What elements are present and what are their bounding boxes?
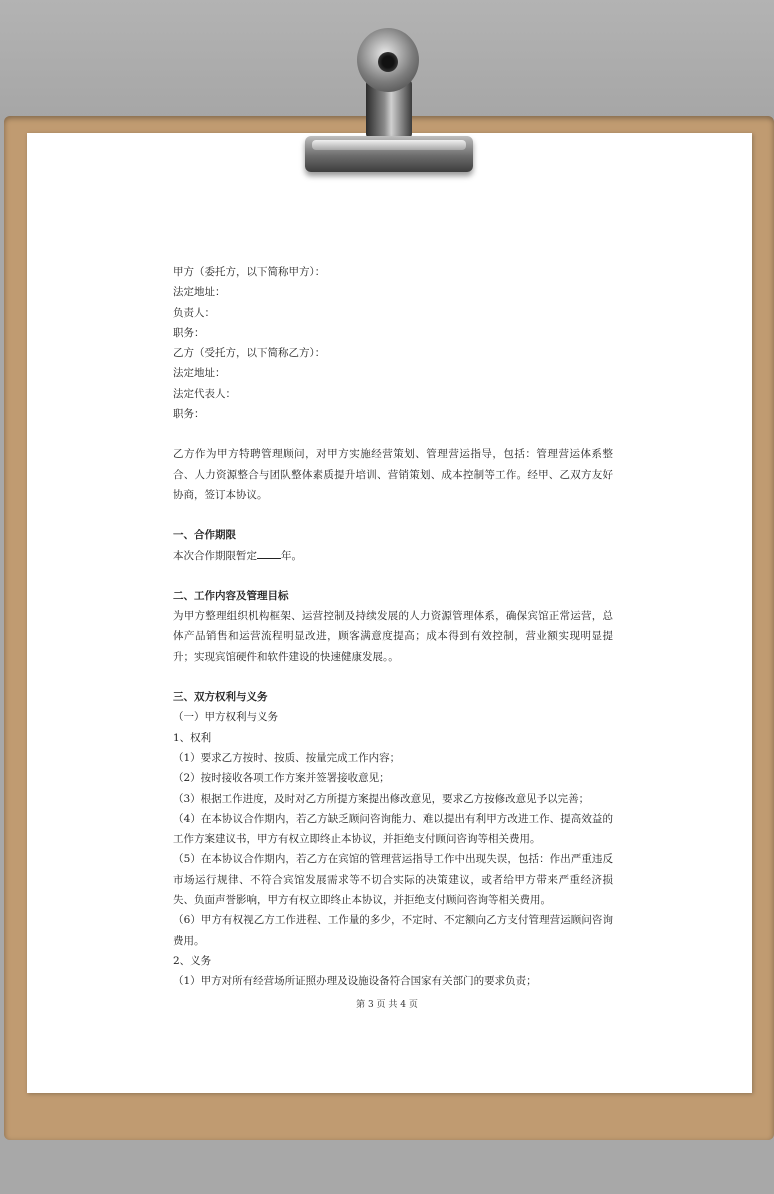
intro-paragraph: 乙方作为甲方特聘管理顾问，对甲方实施经营策划、管理营运指导，包括：管理营运体系整合、人力资源整合与团队整体素质提升培训、营销策划、成本控制等工作。经甲、乙双方友好协商，签订本协议。 xyxy=(173,448,613,501)
rights-item: （4）在本协议合作期内，若乙方缺乏顾问咨询能力、难以提出有利甲方改进工作、提高效益的工作方案建议书，甲方有权立即终止本协议，并拒绝支付顾问咨询等相关费用。 xyxy=(173,812,613,846)
section-heading: 二、工作内容及管理目标 xyxy=(173,589,289,602)
term-suffix: 年。 xyxy=(281,549,302,562)
duties-title: 2、义务 xyxy=(173,954,212,967)
section-heading: 一、合作期限 xyxy=(173,529,236,542)
duties-item: （1）甲方对所有经营场所证照办理及设施设备符合国家有关部门的要求负责； xyxy=(173,975,537,988)
subsection-heading: （一）甲方权利与义务 xyxy=(173,711,278,724)
rights-item: （6）甲方有权视乙方工作进程、工作量的多少，不定时、不定额向乙方支付管理营运顾问咨询费用。 xyxy=(173,914,613,947)
spacer xyxy=(173,566,613,586)
section-heading: 三、双方权利与义务 xyxy=(173,691,268,704)
rights-item: （1）要求乙方按时、按质、按量完成工作内容； xyxy=(173,751,401,764)
clip-hole xyxy=(378,52,398,72)
spacer xyxy=(173,424,613,444)
party-line: 负责人： xyxy=(173,306,215,319)
party-line: 法定代表人： xyxy=(173,387,236,400)
section-paragraph: 为甲方整理组织机构框架、运营控制及持续发展的人力资源管理体系，确保宾馆正常运营，总体产品销售和运营流程明显改进，顾客满意度提高；成本得到有效控制，营业额实现明显提升；实现宾馆硬件和软件建设的快速健康发展。。 xyxy=(173,610,613,663)
clip-bar-highlight xyxy=(312,140,466,150)
rights-title: 1、权利 xyxy=(173,731,212,744)
term-line xyxy=(173,546,613,566)
page-footer: 第 3 页 共 4 页 xyxy=(356,1000,418,1010)
document-body xyxy=(173,262,613,992)
party-line: 职务： xyxy=(173,326,205,339)
term-blank xyxy=(257,548,281,559)
party-line: 法定地址： xyxy=(173,367,226,380)
spacer xyxy=(173,505,613,525)
party-line: 乙方（受托方，以下简称乙方）： xyxy=(173,347,326,360)
rights-item: （2）按时接收各项工作方案并签署接收意见； xyxy=(173,772,390,785)
party-line: 法定地址： xyxy=(173,286,226,299)
party-line: 职务： xyxy=(173,408,205,421)
term-text: 本次合作期限暂定 xyxy=(173,549,257,562)
spacer xyxy=(173,667,613,687)
rights-item: （3）根据工作进度，及时对乙方所提方案提出修改意见，要求乙方按修改意见予以完善； xyxy=(173,792,590,805)
party-line: 甲方（委托方，以下简称甲方）： xyxy=(173,266,326,278)
rights-item: （5）在本协议合作期内，若乙方在宾馆的管理营运指导工作中出现失误，包括：作出严重违反市场运行规律、不符合宾馆发展需求等不切合实际的决策建议，或者给甲方带来严重经济损失、负面声誉影响，甲方有权立即终止本协议，并拒绝支付顾问咨询等相关费用。 xyxy=(173,853,613,907)
